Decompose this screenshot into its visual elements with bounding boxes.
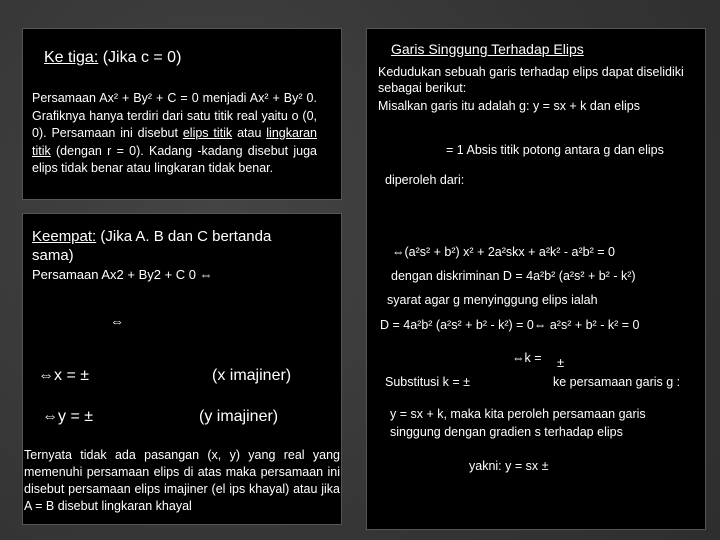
- into-line-equation: ke persamaan garis g :: [553, 375, 681, 389]
- case3-link-elips-titik[interactable]: elips titik: [182, 126, 233, 140]
- substitute-k: Substitusi k = ±: [385, 375, 471, 389]
- case4-y-imag-note: (y imajiner): [199, 408, 279, 425]
- case3-text-3: (dengan r = 0). Kadang -kadang disebut juga elips tidak benar atau lingkaran tidak benar.: [32, 143, 317, 175]
- case4-y-real: ⇔y = ±: [42, 408, 94, 425]
- discriminant: dengan diskriminan D = 4a²b² (a²s² + b² - k²): [391, 269, 636, 283]
- case3-text-1: Persamaan Ax² + By² + C = 0 menjadi Ax² + By² 0. Grafiknya hanya terdiri dari satu titik real yaitu o (0, 0). Persamaan ini disebut: [32, 91, 317, 140]
- tangent-intro: Kedudukan sebuah garis terhadap elips dapat diselidiki sebagai berikut:: [378, 65, 684, 95]
- tangent-result: y = sx + k, maka kita peroleh persamaan garis singgung dengan gradien s terhadap elips: [390, 407, 646, 439]
- case3-heading-label: Ke tiga:: [44, 49, 99, 66]
- ellipse-equation: = 1 Absis titik potong antara g dan elips: [446, 143, 664, 157]
- case4-heading-rest: (Jika A. B dan C bertanda sama): [32, 228, 272, 264]
- quadratic-equation: ⇔(a²s² + b²) x² + 2a²skx + a²k² - a²b² = 0: [392, 245, 615, 259]
- case3-paragraph: [32, 90, 317, 178]
- tangent-title: Garis Singgung Terhadap Elips: [391, 41, 584, 57]
- case4-arrow: ⇔: [110, 313, 124, 329]
- k-equation: ⇔k =: [512, 351, 542, 365]
- d-equals-zero: D = 4a²b² (a²s² + b² - k²) = 0⇔ a²s² + b² - k² = 0: [380, 318, 640, 332]
- case4-equation: Persamaan Ax2 + By2 + C 0 ⇔: [32, 267, 213, 282]
- case3-heading: [44, 48, 181, 68]
- case4-heading: [32, 227, 272, 265]
- tangent-line-def: Misalkan garis itu adalah g: y = sx + k dan elips: [378, 99, 640, 113]
- obtained-from: diperoleh dari:: [385, 173, 465, 187]
- case4-x-imag-note: (x imajiner): [212, 367, 292, 384]
- k-plus-minus: ±: [557, 355, 565, 370]
- tangency-condition: syarat agar g menyinggung elips ialah: [387, 293, 598, 307]
- case4-conclusion: Ternyata tidak ada pasangan (x, y) yang real yang memenuhi persamaan elips di atas maka persamaan ini disebut persamaan elips imajiner (el ips khayal) atau jika A = B disebut lingkaran khayal: [24, 448, 340, 513]
- case4-x-real: ⇔x = ±: [38, 367, 90, 384]
- tangent-namely: yakni: y = sx ±: [469, 459, 549, 473]
- case4-heading-label: Keempat:: [32, 228, 97, 245]
- case3-link-lingkaran-titik[interactable]: lingkaran titik: [32, 126, 318, 158]
- case3-text-2: atau: [232, 126, 267, 140]
- case3-heading-rest: (Jika c = 0): [98, 49, 182, 66]
